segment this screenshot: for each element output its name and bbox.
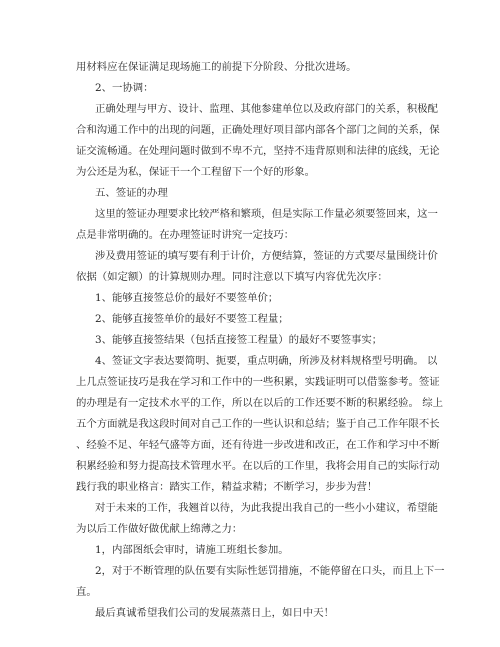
text-line: 2、能够直接签单价的最好不要签工程量； [95,313,289,325]
text-line: 用材料应在保证满足现场施工的前提下分阶段、分批次进场。 [76,61,357,73]
text-line: 上几点签证技巧是我在学习和工作中的一些积累，实践证明可以借鉴参考。签证 [76,376,440,388]
text-line: 依据（如定额）的计算规则办理。同时注意以下填写内容优先次序： [76,271,388,283]
text-line: 1，内部图纸会审时，请施工班组长参加。 [95,544,289,556]
text-line: 合和沟通工作中的出现的问题，正确处理好项目部内部各个部门之间的关系，保 [76,124,440,136]
text-line: 3、能够直接签结果（包括直接签工程量）的最好不要签事实； [95,334,383,346]
text-line: 践行我的职业格言：踏实工作，精益求精；不断学习，步步为营！ [76,481,378,493]
text-line: 正确处理与甲方、设计、监理、其他参建单位以及政府部门的关系，积极配 [95,103,438,115]
text-line: 为以后工作做好做优献上绵薄之力： [76,523,243,535]
text-line: 证交流畅通。在处理问题时做到不卑不亢，坚持不违背原则和法律的底线，无论 [76,145,440,157]
text-line: 最后真诚希望我们公司的发展蒸蒸日上，如日中天！ [95,607,334,619]
text-line: 4、签证文字表达要简明、扼要，重点明确，所涉及材料规格型号明确。 以 [95,355,438,367]
text-line: 、经验不足、年轻气盛等方面，还有待进一步改进和改正，在工作和学习中不断 [76,439,440,451]
text-line: 这里的签证办理要求比较严格和繁琐，但是实际工作量必须要签回来，这一 [95,208,438,220]
text-line: 2、一协调： [95,82,154,94]
text-line: 的办理是有一定技术水平的工作，所以在以后的工作还要不断的积累经验。 综上 [76,397,443,409]
text-line: 积累经验和努力提高技术管理水平。在以后的工作里，我将会用自己的实际行动 [76,460,440,472]
text-line: 1、能够直接签总价的最好不要签单价； [95,292,279,304]
text-line: 涉及费用签证的填写要有利于计价，方便结算，签证的方式要尽量围绕计价 [95,250,438,262]
text-line: 点是非常明确的。在办理签证时讲究一定技巧： [76,229,295,241]
text-line: 直。 [76,586,97,598]
text-line: 为公还是为私，保证干一个工程留下一个好的形象。 [76,166,315,178]
text-line: 2，对于不断管理的队伍要有实际性惩罚措施，不能停留在口头，而且上下一 [95,565,445,577]
text-line: 五、签证的办理 [95,187,168,199]
text-line: 五个方面就是我这段时间对自己工作的一些认识和总结；鉴于自己工作年限不长 [76,418,440,430]
text-line: 对于未来的工作，我翘首以待，为此我提出我自己的一些小小建议，希望能 [95,502,438,514]
